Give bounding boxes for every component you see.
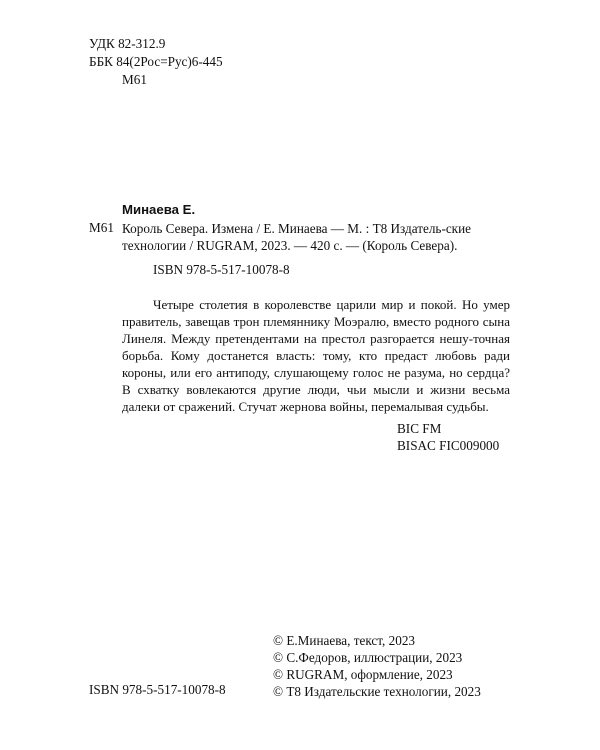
bbk-code: ББК 84(2Рос=Рус)6-445 bbox=[89, 54, 223, 69]
copyright-line: © RUGRAM, оформление, 2023 bbox=[273, 667, 453, 682]
author-sign: М61 bbox=[122, 72, 147, 87]
entry-author-sign: М61 bbox=[89, 220, 114, 235]
copyright-line: © Т8 Издательские технологии, 2023 bbox=[273, 684, 481, 699]
isbn-bottom: ISBN 978-5-517-10078-8 bbox=[89, 682, 226, 697]
author-name: Минаева Е. bbox=[122, 202, 196, 217]
bibliographic-description: Король Севера. Измена / Е. Минаева — М. : Т8 Издатель-ские технологии / RUGRAM, 2023. — 420 с. — (Король Севера). bbox=[122, 221, 472, 253]
annotation: Четыре столетия в королевстве царили мир и покой. Но умер правитель, завещав трон племяннику Моэралю, вместо родного сына Линеля. Между претендентами на престол разгорается нешу-точная борьба. Кому достанется власть: тому, кто предаст любовь ради короны, или его антиподу, слушающему голос не разума, но сердца? В схватку вовлекаются другие люди, чьи мысли и жизни весьма далеки от сражений. Стучат жернова войны, перемалывая судьбы. bbox=[122, 297, 510, 414]
bisac-code: BISAC FIC009000 bbox=[397, 438, 500, 453]
bic-code: BIC FM bbox=[397, 421, 442, 436]
isbn-top: ISBN 978-5-517-10078-8 bbox=[153, 262, 290, 277]
copyright-line: © С.Федоров, иллюстрации, 2023 bbox=[273, 650, 463, 665]
copyright-block bbox=[273, 632, 481, 700]
copyright-line: © Е.Минаева, текст, 2023 bbox=[273, 633, 416, 648]
udk-code: УДК 82-312.9 bbox=[89, 36, 166, 51]
